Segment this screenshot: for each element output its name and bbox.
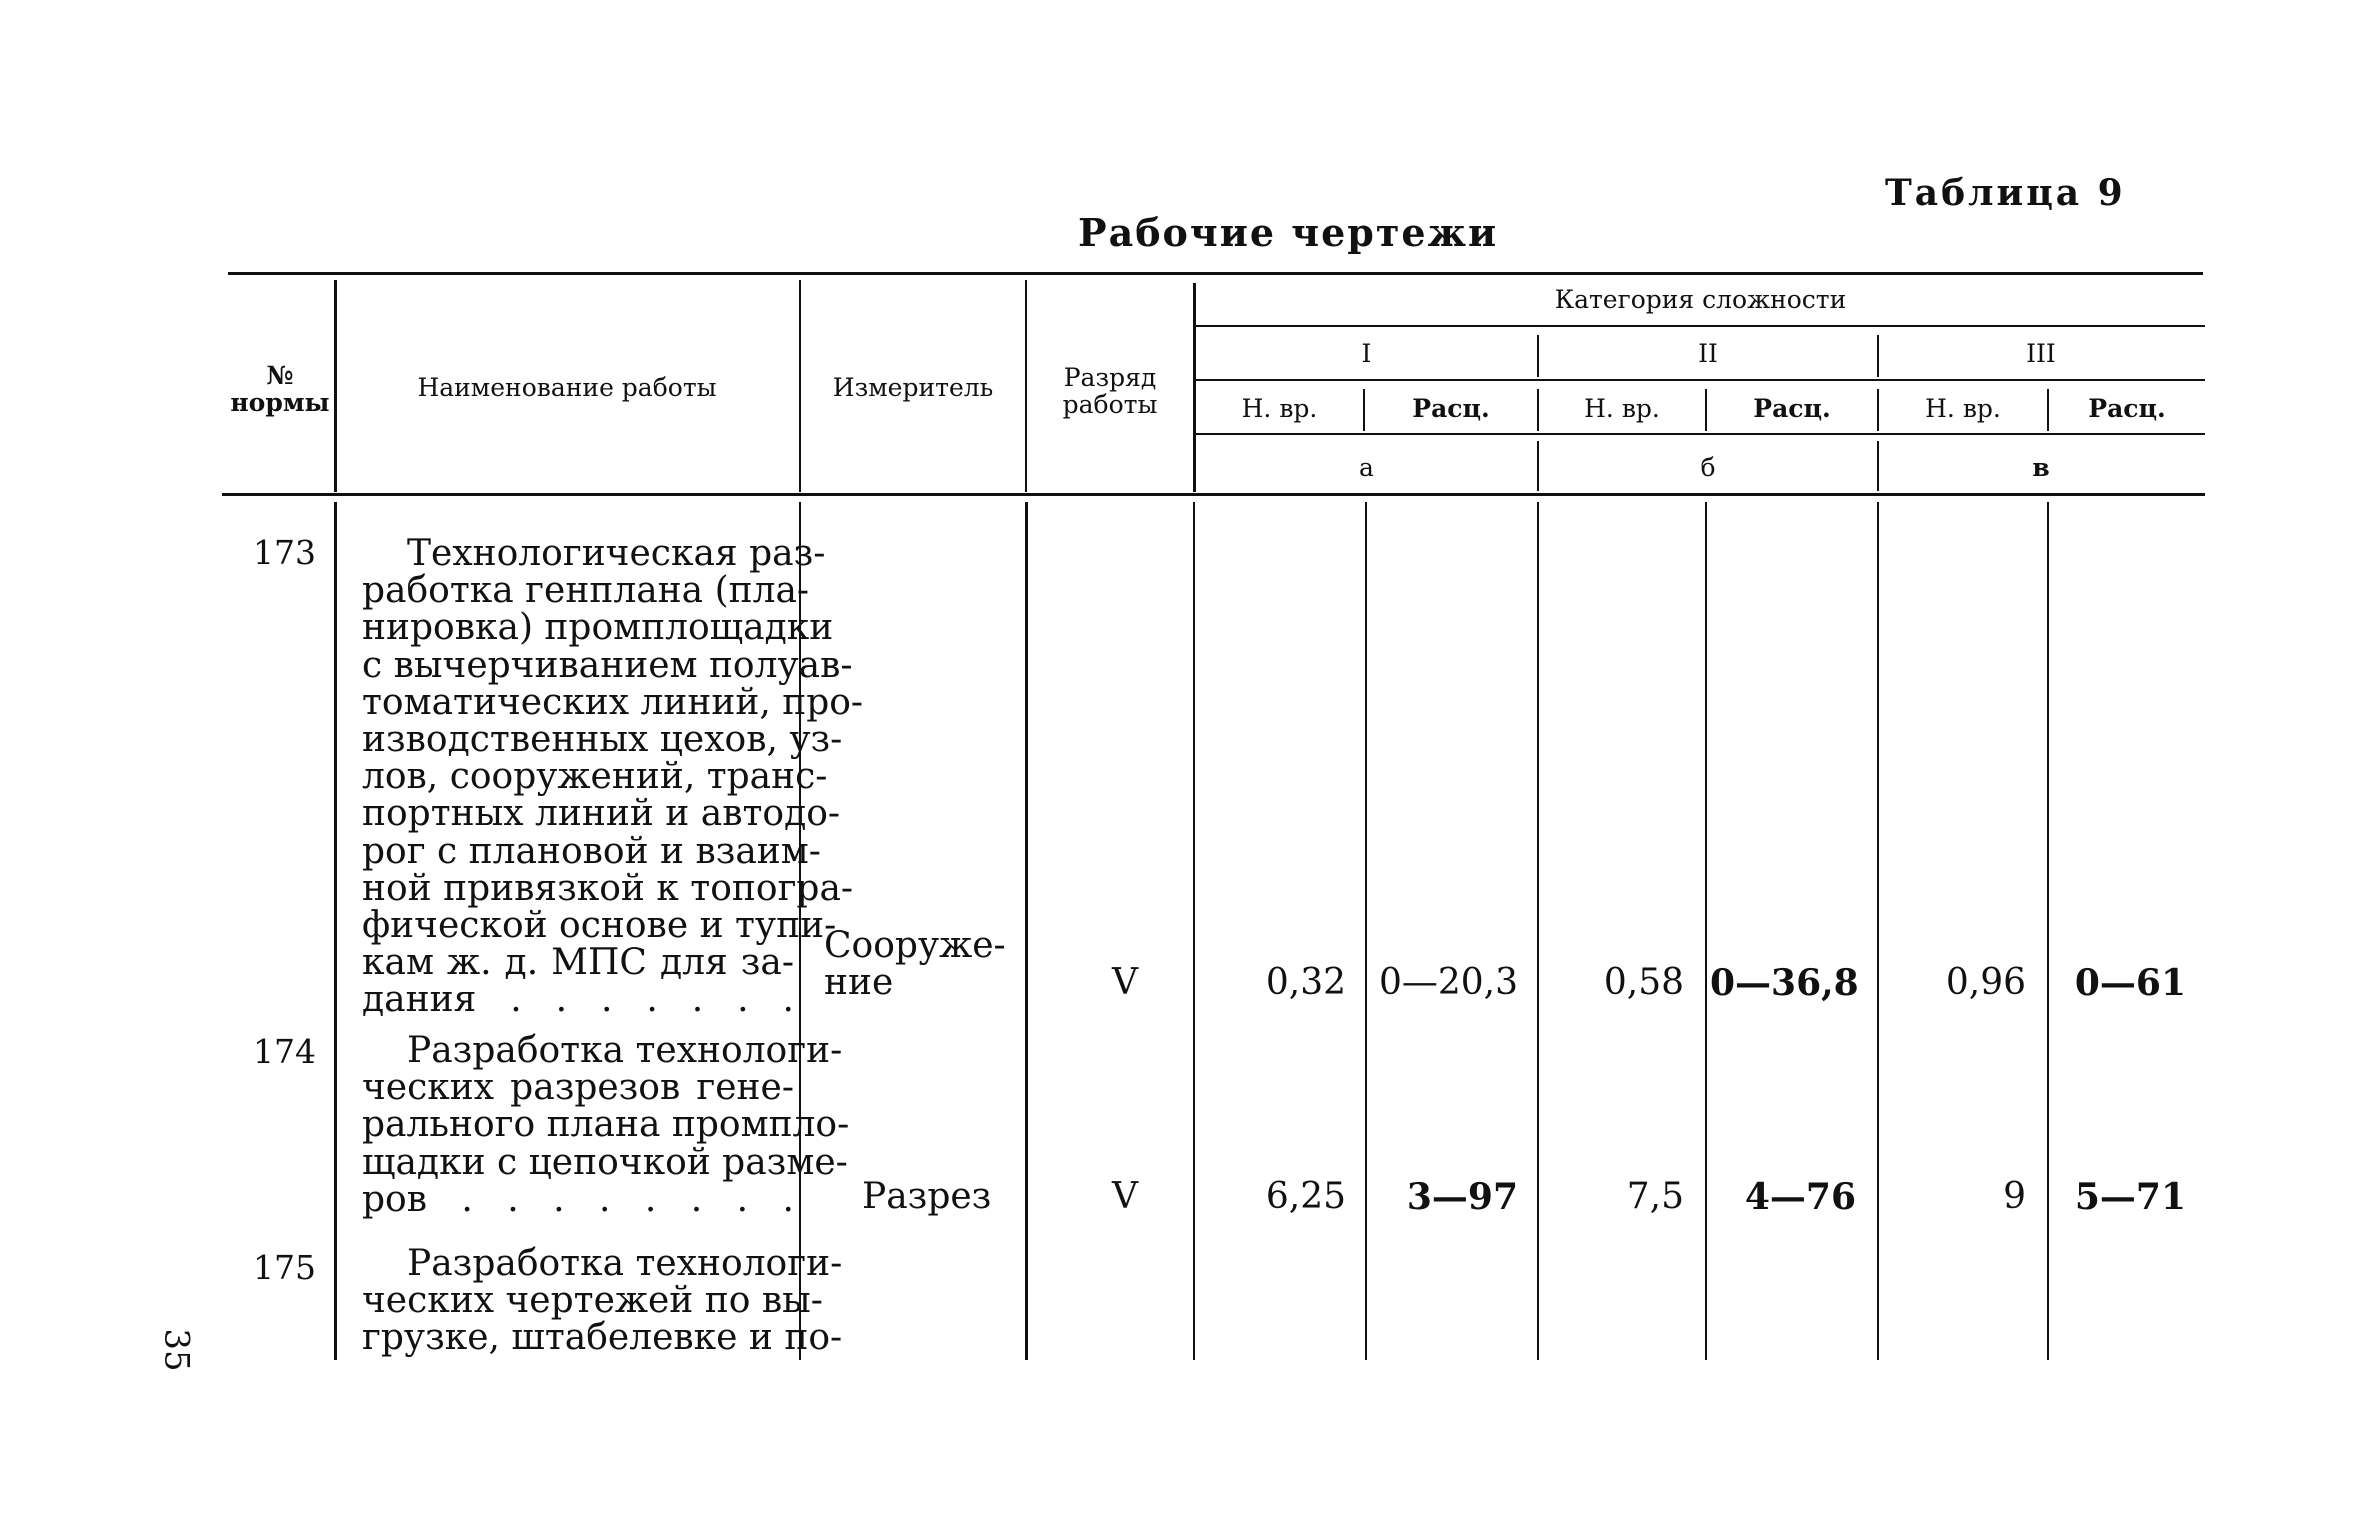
subheader-rule bbox=[1193, 433, 2205, 435]
header-rate-3: Расц. bbox=[2088, 394, 2166, 423]
header-time-2: Н. вр. bbox=[1584, 394, 1660, 423]
category-rule bbox=[1193, 379, 2205, 381]
header-complexity: Категория сложности bbox=[1554, 285, 1847, 314]
row-174-description bbox=[362, 1030, 850, 1220]
row-173-time-1: 0,32 bbox=[1265, 962, 1346, 1003]
header-bottom-rule bbox=[222, 493, 2205, 496]
row-173-rate-3: 0—61 bbox=[2074, 962, 2186, 1004]
body-divider bbox=[1365, 502, 1367, 1360]
description-line: работка генплана (пла- bbox=[362, 570, 810, 612]
description-line: ной привязкой к топогра- bbox=[362, 867, 854, 909]
body-divider bbox=[1537, 502, 1539, 1360]
table-caption: Таблица 9 bbox=[1885, 172, 2126, 214]
row-174-rate-2: 4—76 bbox=[1744, 1176, 1856, 1218]
row-174-time-3: 9 bbox=[2003, 1176, 2026, 1217]
complexity-rule bbox=[1193, 325, 2205, 327]
row-173-rate-1: 0—20,3 bbox=[1378, 962, 1518, 1003]
header-letter-v: в bbox=[2032, 453, 2050, 482]
header-grade-line2: работы bbox=[1062, 390, 1158, 419]
description-line: грузке, штабелевке и по- bbox=[362, 1317, 843, 1359]
body-divider bbox=[1193, 502, 1195, 1360]
row-173-unit bbox=[824, 927, 1006, 1001]
body-divider bbox=[1025, 502, 1028, 1360]
description-line: Разработка технологи- bbox=[407, 1030, 843, 1071]
row-173-unit-line1: Сооруже- bbox=[824, 925, 1006, 966]
header-category-3: III bbox=[2026, 339, 2056, 368]
body-divider bbox=[1705, 502, 1707, 1360]
row-173-time-2: 0,58 bbox=[1603, 962, 1684, 1003]
description-line: дания . . . . . . . bbox=[362, 979, 794, 1021]
row-174-unit: Разрез bbox=[862, 1176, 992, 1217]
page-number: 35 bbox=[156, 1328, 197, 1372]
row-174-time-1: 6,25 bbox=[1265, 1176, 1346, 1217]
body-divider bbox=[2047, 502, 2049, 1360]
row-174-number: 174 bbox=[253, 1032, 316, 1071]
header-time-1: Н. вр. bbox=[1241, 394, 1318, 423]
description-line: томатических линий, про- bbox=[362, 681, 864, 723]
header-no bbox=[226, 362, 334, 416]
header-rate-2: Расц. bbox=[1753, 394, 1831, 423]
body-divider bbox=[1877, 502, 1879, 1360]
row-174-rate-1: 3—97 bbox=[1406, 1176, 1518, 1218]
header-time-3: Н. вр. bbox=[1925, 394, 2001, 423]
description-line: ров . . . . . . . . bbox=[362, 1178, 794, 1220]
header-category-1: I bbox=[1361, 339, 1372, 368]
row-173-rate-2: 0—36,8 bbox=[1710, 962, 1859, 1004]
description-line: портных линий и автодо- bbox=[362, 793, 841, 835]
description-line: фической основе и тупи- bbox=[362, 904, 837, 946]
description-line: рального плана промпло- bbox=[362, 1104, 850, 1146]
description-line: с вычерчиванием полуав- bbox=[362, 644, 853, 686]
row-173-grade: V bbox=[1112, 962, 1138, 1003]
description-line: Разработка технологи- bbox=[407, 1243, 843, 1284]
description-line: нировка) промплощадки bbox=[362, 607, 834, 649]
description-line: ческих разрезов гене- bbox=[362, 1067, 794, 1109]
row-173-number: 173 bbox=[253, 533, 316, 572]
description-line: Технологическая раз- bbox=[407, 533, 826, 574]
table-top-rule bbox=[228, 272, 2203, 275]
header-name: Наименование работы bbox=[417, 373, 717, 402]
row-175-description bbox=[362, 1243, 843, 1359]
table-title: Рабочие чертежи bbox=[1078, 210, 1499, 255]
row-173-description bbox=[362, 533, 864, 1021]
header-grade bbox=[1027, 364, 1193, 418]
header-grade-line1: Разряд bbox=[1063, 363, 1157, 392]
description-line: лов, сооружений, транс- bbox=[362, 756, 828, 798]
header-no-symbol: № bbox=[266, 361, 294, 390]
row-174-rate-3: 5—71 bbox=[2074, 1176, 2186, 1218]
row-174-grade: V bbox=[1112, 1176, 1138, 1217]
description-line: кам ж. д. МПС для за- bbox=[362, 942, 794, 984]
row-173-time-3: 0,96 bbox=[1945, 962, 2026, 1003]
header-no-label: нормы bbox=[230, 388, 330, 417]
header-unit: Измеритель bbox=[832, 373, 994, 402]
header-letter-a: а bbox=[1359, 453, 1374, 482]
body-divider bbox=[334, 502, 337, 1360]
row-173-unit-line2: ние bbox=[824, 962, 894, 1003]
row-174-time-2: 7,5 bbox=[1626, 1176, 1684, 1217]
header-category-2: II bbox=[1698, 339, 1718, 368]
description-line: изводственных цехов, уз- bbox=[362, 718, 843, 760]
header-rate-1: Расц. bbox=[1412, 394, 1490, 423]
description-line: рог с плановой и взаим- bbox=[362, 830, 821, 872]
description-line: щадки с цепочкой разме- bbox=[362, 1141, 848, 1183]
row-175-number: 175 bbox=[253, 1248, 316, 1287]
header-letter-b: б bbox=[1700, 453, 1716, 482]
description-line: ческих чертежей по вы- bbox=[362, 1280, 823, 1322]
